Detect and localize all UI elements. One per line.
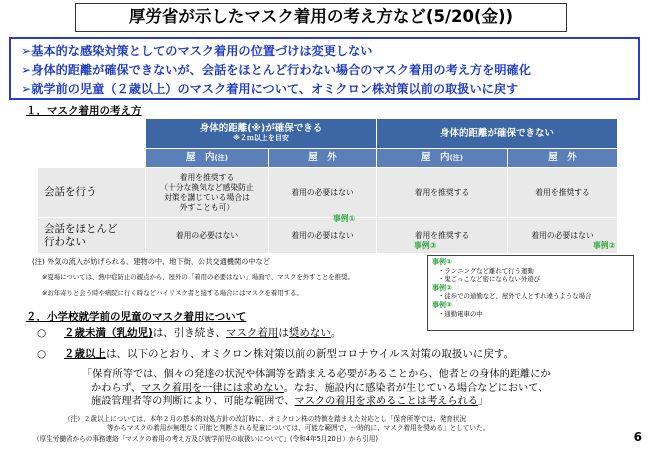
section-2-heading: ２．小学校就学前の児童のマスク着用について [26, 311, 247, 323]
examples-1-item: ・ランニングなど離れて行う運動 [438, 266, 534, 275]
quote-line-2-a: かわらず、 [91, 382, 142, 394]
footnote-line-1: （注）２歳以上については、本年２月の基本的対処方針の改訂時に、オミクロン株の特徴を踏まえた対応とし「保育所等では、発育状況 [64, 415, 467, 423]
table-corner [38, 119, 146, 149]
source-citation: （厚生労働省からの事務連絡「マスクの着用の考え方及び就学前児の取扱いについて」(令和4年5月20日）から引用) [33, 435, 378, 443]
quote-line-3-a: 施設管理者等の判断により、可能な範囲で、 [91, 396, 295, 407]
quote-line-2-b: マスク着用を一律には求めない [141, 382, 284, 394]
bullet-over-2-text: は、以下のとおり、オミクロン株対策以前の新型コロナウイルス対策の取扱いに戻す。 [106, 348, 515, 360]
header-distance-ng: 身体的距離が確保できない [377, 119, 618, 149]
quote-line-3 [82, 395, 642, 409]
example-2-tag: 事例② [593, 241, 616, 250]
indoor-label: 屋 内 [421, 152, 450, 163]
section-1-heading: １．マスク着用の考え方 [26, 105, 142, 117]
cell-talk-dist-indoor: 着用を推奨する （十分な換気など感染防止 対策を講じている場合は 外すことも可） [146, 168, 269, 218]
examples-2-title: 事例② [432, 283, 452, 292]
header-distance-ok [146, 119, 377, 149]
circle-bullet-icon: ○ [37, 348, 47, 360]
row-label-silent: 会話をほとんど 行わない [38, 218, 146, 254]
cell-silent-dist-outdoor: 着用の必要はない [269, 218, 377, 254]
circle-bullet-icon: ○ [37, 327, 47, 339]
cell-talk-nodist-outdoor: 着用を推奨する [508, 168, 618, 218]
bullet-under-2-term: ２歳未満（乳幼児) [64, 327, 153, 339]
header-outdoor-2: 屋 外 [508, 149, 618, 168]
header-distance-ok-label: 身体的距離(※)が確保できる [199, 123, 323, 134]
table-note-3: ※お年寄りと会う時や病院に行く時などハイリスク者と接する場合にはマスクを着用する。 [42, 289, 303, 297]
bullet-under-2-text: は、引き続き、 [152, 327, 226, 339]
examples-box [427, 255, 634, 331]
page-number: 6 [633, 430, 642, 444]
guidance-quote [82, 368, 642, 409]
cell-talk-dist-outdoor: 着用の必要はない [269, 168, 377, 218]
mask-guidance-table [37, 118, 618, 254]
quote-line-1: 「保育所等では、個々の発達の状況や体調等を踏まえる必要があることから、他者との身体的距離にか [82, 369, 551, 380]
cell-silent-nodist-outdoor: 着用の必要はない [508, 218, 618, 254]
table-note-1: (注) 外気の流入が妨げられる、建物の中、地下街、公共交通機関の中など [32, 257, 270, 266]
page-title: 厚労省が示したマスク着用の考え方など(5/20(金)) [75, 3, 567, 32]
bullet-under-2-not: 奨めない [288, 327, 331, 339]
examples-3-item: ・通勤電車の中 [438, 309, 483, 318]
header-outdoor-1: 屋 外 [269, 149, 377, 168]
examples-1-item: ・鬼ごっこなど密にならない外遊び [438, 275, 541, 284]
quote-line-3-c: 」 [477, 396, 489, 407]
table-corner-2 [38, 149, 146, 168]
bullet-under-2-end: 。 [330, 327, 342, 339]
bullet-under-2-text-2: は [278, 327, 289, 339]
cell-talk-nodist-indoor: 着用を推奨する [377, 168, 508, 218]
quote-line-2 [82, 382, 642, 396]
row-label-talking: 会話を行う [38, 168, 146, 218]
bullet-under-2 [37, 326, 341, 340]
examples-3-title: 事例③ [432, 300, 452, 309]
indoor-note-mark: (注) [449, 154, 463, 162]
header-distance-ok-sub: ※２ｍ以上を目安 [233, 134, 289, 142]
quote-line-2-c: 。なお、施設内に感染者が生じている場合などにおいて、 [283, 382, 549, 394]
examples-2-item: ・徒歩での通勤など、屋外で人とすれ違うような場合 [438, 292, 592, 301]
indoor-label: 屋 内 [186, 152, 215, 163]
header-indoor-1 [146, 149, 269, 168]
cell-silent-nodist-indoor: 着用を推奨する [377, 218, 508, 254]
indoor-note-mark: (注) [214, 154, 228, 162]
policy-line-1: ➢基本的な感染対策としてのマスク着用の位置づけは変更しない [21, 44, 373, 58]
policy-line-3: ➢就学前の児童（２歳以上）のマスク着用について、オミクロン株対策以前の取扱いに戻す [21, 82, 519, 96]
footnote-line-2: 等からマスクの着用が無理なく可能と判断される児童については、可能な範囲で、一時的に、マスク着用を奨める」としていた。 [107, 423, 490, 432]
example-1-tag: 事例① [333, 214, 356, 223]
bullet-under-2-mask: マスク着用 [225, 327, 279, 339]
quote-line-3-b: マスクの着用を求めることは考えられる [294, 396, 478, 407]
policy-summary-box [9, 37, 640, 100]
policy-line-2: ➢身体的距離が確保できないが、会話をほとんど行わない場合のマスク着用の考え方を明確化 [21, 63, 531, 77]
cell-silent-dist-indoor: 着用の必要はない [146, 218, 269, 254]
header-indoor-2 [377, 149, 508, 168]
table-note-2: ※夏場については、熱中症防止の観点から、屋外の「着用の必要はない」場面で、マスクを外すことを推奨。 [42, 273, 354, 281]
bullet-over-2-term: ２歳以上 [64, 348, 106, 360]
examples-1-title: 事例① [432, 258, 452, 266]
example-3-tag: 事例③ [414, 241, 437, 250]
bullet-over-2 [37, 347, 514, 361]
